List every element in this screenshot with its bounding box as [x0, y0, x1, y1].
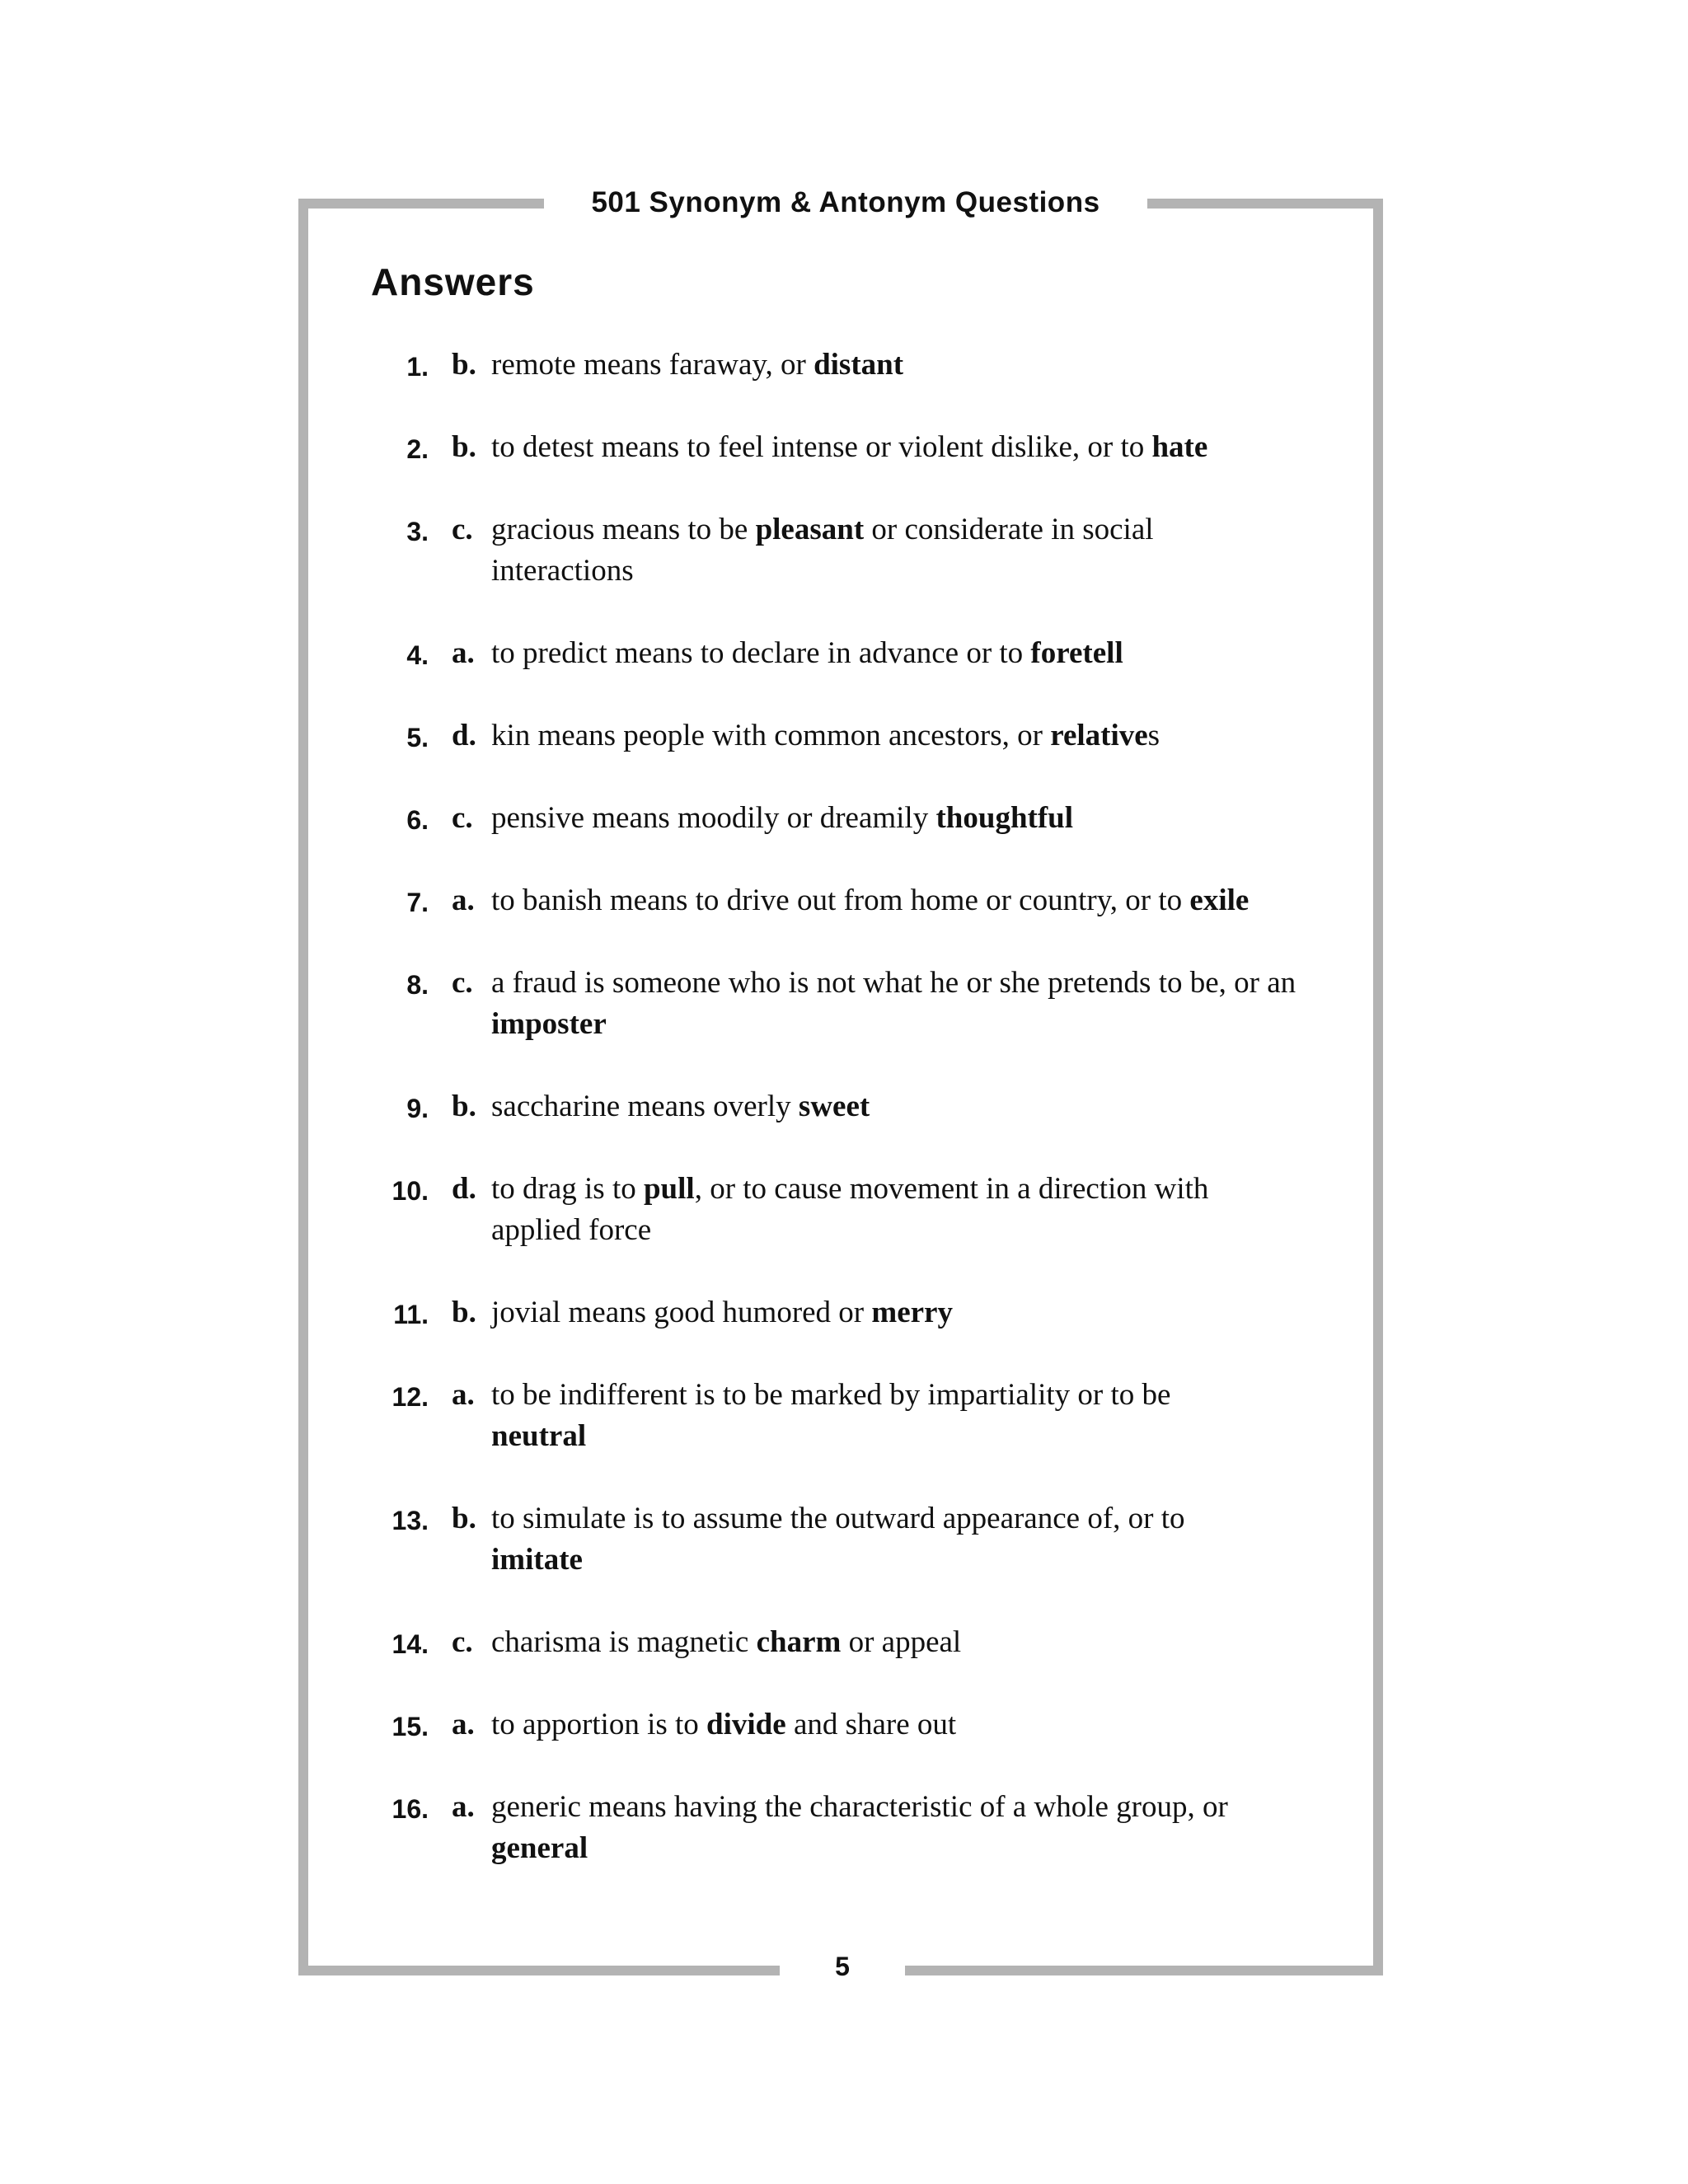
- answer-explanation: [491, 633, 1315, 674]
- answer-explanation: [491, 1498, 1233, 1581]
- answer-number: 12.: [392, 1382, 429, 1412]
- answer-number: 2.: [406, 434, 429, 464]
- answer-keyword: hate: [1151, 430, 1208, 464]
- answer-keyword: general: [491, 1831, 588, 1865]
- answer-number: 8.: [406, 970, 429, 1000]
- answer-item: [363, 1787, 1319, 1910]
- answer-item: [363, 344, 1319, 427]
- answer-keyword: charm: [756, 1625, 842, 1659]
- answer-letter: b.: [452, 1090, 476, 1123]
- answer-item: [363, 798, 1319, 880]
- answer-number: 9.: [406, 1094, 429, 1123]
- answer-keyword: imitate: [491, 1543, 583, 1577]
- answer-item: [363, 1375, 1319, 1498]
- answer-explanation: [491, 344, 1315, 386]
- explanation-text: to detest means to feel intense or violent dislike, or to: [491, 430, 1152, 464]
- explanation-text: remote means faraway, or: [491, 348, 814, 382]
- answer-letter: c.: [452, 801, 473, 835]
- answer-letter: b.: [452, 430, 476, 464]
- answer-item: [363, 1086, 1319, 1169]
- answer-item: [363, 1292, 1319, 1375]
- answer-number: 1.: [406, 352, 429, 382]
- explanation-text: to predict means to declare in advance or to: [491, 636, 1031, 670]
- answer-number: 6.: [406, 805, 429, 835]
- answer-item: [363, 1704, 1319, 1787]
- answer-number: 7.: [406, 888, 429, 917]
- answer-letter: c.: [452, 1625, 473, 1659]
- explanation-text: to apportion is to: [491, 1708, 707, 1741]
- explanation-text: gracious means to be: [491, 513, 756, 546]
- answer-keyword: pull: [643, 1172, 695, 1206]
- answer-letter: d.: [452, 719, 476, 752]
- answer-letter: c.: [452, 513, 473, 546]
- answer-number: 11.: [393, 1300, 429, 1329]
- explanation-text: a fraud is someone who is not what he or she pretends to be, or an: [491, 966, 1296, 1000]
- explanation-text: saccharine means overly: [491, 1090, 799, 1123]
- section-title: Answers: [371, 260, 535, 303]
- answer-explanation: [491, 1375, 1233, 1457]
- answer-explanation: [491, 798, 1315, 839]
- answer-letter: a.: [452, 1708, 475, 1741]
- answer-explanation: [491, 1704, 1315, 1746]
- explanation-text-after: or appeal: [841, 1625, 962, 1659]
- answer-explanation: [491, 1169, 1274, 1251]
- answer-item: [363, 509, 1319, 633]
- answer-item: [363, 1622, 1319, 1704]
- answer-item: [363, 1498, 1319, 1622]
- answer-list: [363, 344, 1319, 1910]
- answer-keyword: relative: [1050, 719, 1148, 752]
- answer-keyword: imposter: [491, 1007, 607, 1041]
- answer-number: 5.: [406, 723, 429, 752]
- answer-letter: b.: [452, 1296, 476, 1329]
- answer-explanation: [491, 963, 1307, 1045]
- explanation-text: to banish means to drive out from home or country, or to: [491, 883, 1190, 917]
- answer-keyword: foretell: [1030, 636, 1123, 670]
- answer-letter: b.: [452, 1502, 476, 1535]
- explanation-text: jovial means good humored or: [491, 1296, 872, 1329]
- answer-number: 10.: [392, 1176, 429, 1206]
- answer-item: [363, 880, 1319, 963]
- answer-letter: b.: [452, 348, 476, 382]
- answer-letter: a.: [452, 1378, 475, 1412]
- explanation-text: to be indifferent is to be marked by impartiality or to be: [491, 1378, 1171, 1412]
- answer-number: 4.: [406, 640, 429, 670]
- answer-keyword: thoughtful: [935, 801, 1074, 835]
- answer-item: [363, 633, 1319, 715]
- answer-letter: a.: [452, 1790, 475, 1824]
- answer-number: 14.: [392, 1629, 429, 1659]
- answer-number: 16.: [392, 1794, 429, 1824]
- explanation-text-after: , or to cause movement in a direction with applied force: [491, 1172, 1209, 1247]
- explanation-text: charisma is magnetic: [491, 1625, 757, 1659]
- answer-item: [363, 715, 1319, 798]
- answer-keyword: exile: [1189, 883, 1250, 917]
- answer-item: [363, 963, 1319, 1086]
- answer-explanation: [491, 1292, 1315, 1333]
- running-head: 501 Synonym & Antonym Questions: [591, 186, 1100, 218]
- answer-keyword: neutral: [491, 1419, 587, 1453]
- answer-keyword: sweet: [798, 1090, 870, 1123]
- answer-letter: a.: [452, 883, 475, 917]
- answer-explanation: [491, 880, 1315, 921]
- answer-explanation: [491, 1086, 1315, 1127]
- explanation-text: generic means having the characteristic of a whole group, or: [491, 1790, 1228, 1824]
- answer-item: [363, 427, 1319, 509]
- explanation-text-after: or considerate in social interactions: [491, 513, 1154, 588]
- explanation-text: kin means people with common ancestors, or: [491, 719, 1051, 752]
- answer-explanation: [491, 509, 1192, 592]
- answer-explanation: [491, 427, 1315, 468]
- answer-letter: c.: [452, 966, 473, 1000]
- answer-number: 3.: [406, 517, 429, 546]
- explanation-text-after: s: [1147, 719, 1160, 752]
- answer-keyword: divide: [706, 1708, 786, 1741]
- explanation-text: to drag is to: [491, 1172, 644, 1206]
- explanation-text-after: and share out: [785, 1708, 957, 1741]
- answer-letter: d.: [452, 1172, 476, 1206]
- answer-item: [363, 1169, 1319, 1292]
- answer-number: 15.: [392, 1712, 429, 1741]
- explanation-text: to simulate is to assume the outward appearance of, or to: [491, 1502, 1185, 1535]
- answer-explanation: [491, 715, 1315, 757]
- page-number: 5: [835, 1952, 850, 1981]
- answer-keyword: distant: [814, 348, 904, 382]
- answer-keyword: merry: [871, 1296, 953, 1329]
- answer-explanation: [491, 1622, 1315, 1663]
- answer-letter: a.: [452, 636, 475, 670]
- answer-number: 13.: [392, 1506, 429, 1535]
- explanation-text: pensive means moodily or dreamily: [491, 801, 936, 835]
- answer-keyword: pleasant: [755, 513, 865, 546]
- answer-explanation: [491, 1787, 1250, 1869]
